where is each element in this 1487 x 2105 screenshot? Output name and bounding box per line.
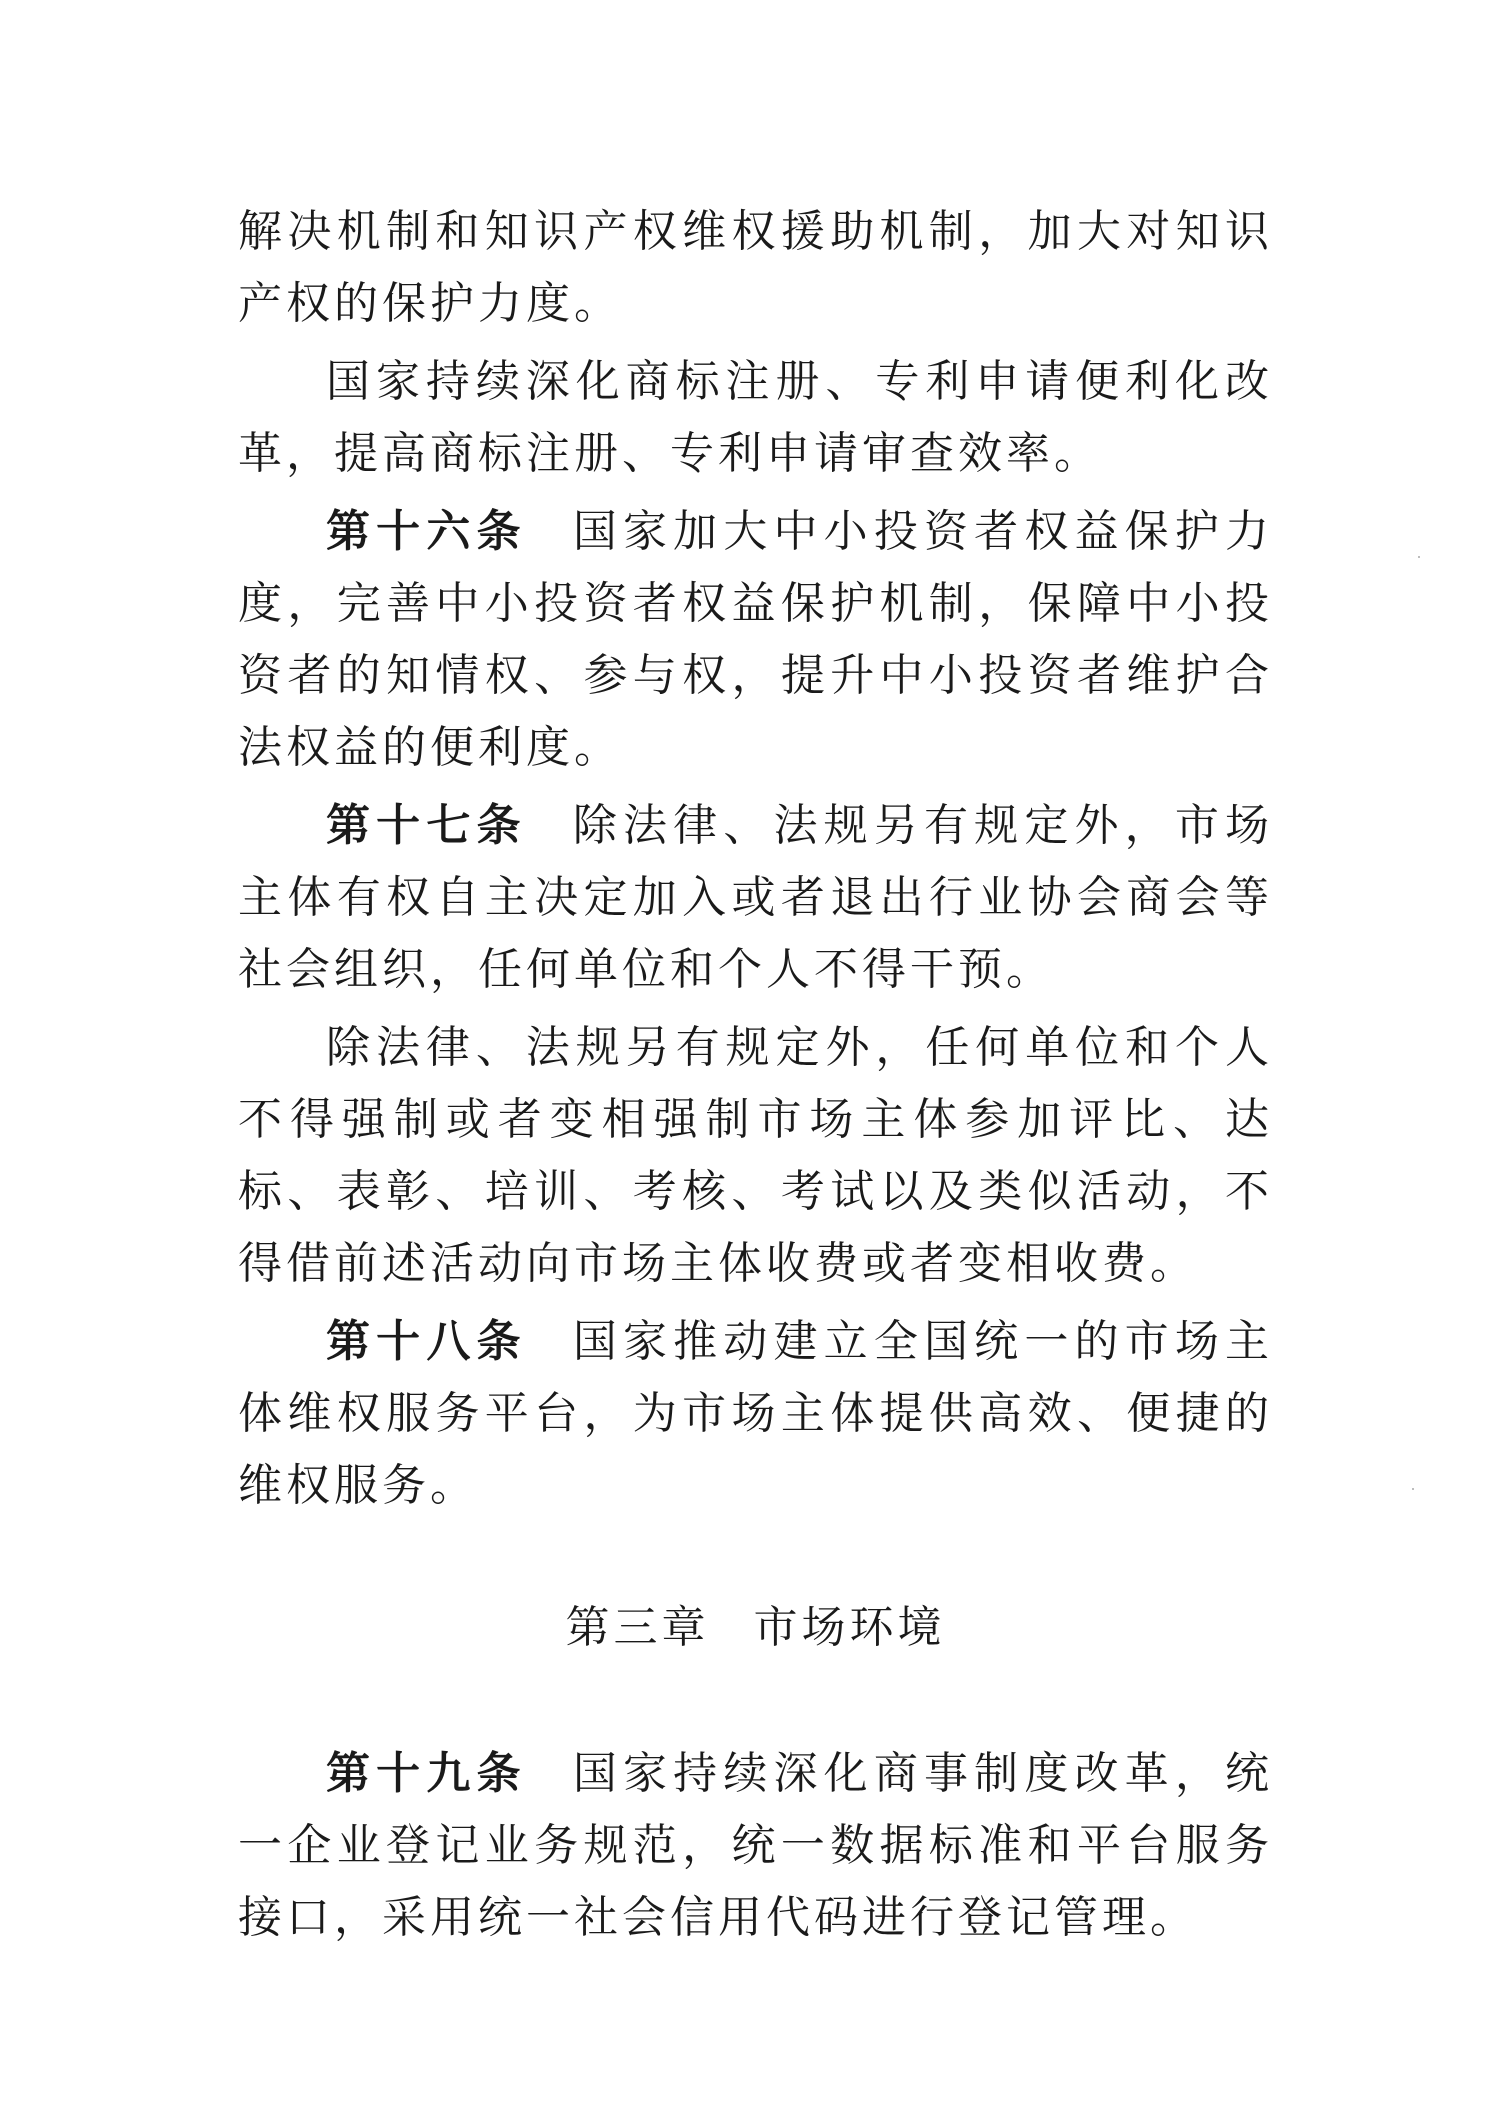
article-16 — [238, 496, 1273, 784]
article-number: 第十七条 — [326, 800, 527, 851]
article-text: 除法律、法规另有规定外，市场主体有权自主决定加入或者退出行业协会商会等社会组织，任何单位和个人不得干预。 — [238, 800, 1274, 995]
paragraph-text: 解决机制和知识产权维权援助机制，加大对知识产权的保护力度。 — [238, 206, 1273, 329]
chapter-heading — [238, 1592, 1273, 1664]
article-17 — [238, 790, 1273, 1006]
scan-speck — [1418, 556, 1420, 558]
article-number: 第十六条 — [326, 506, 527, 557]
paragraph-text: 除法律、法规另有规定外，任何单位和个人不得强制或者变相强制市场主体参加评比、达标、表彰、培训、考核、考试以及类似活动，不得借前述活动向市场主体收费或者变相收费。 — [238, 1022, 1273, 1289]
chapter-number: 第三章 — [565, 1602, 710, 1653]
article-text: 国家加大中小投资者权益保护力度，完善中小投资者权益保护机制，保障中小投资者的知情权、参与权，提升中小投资者维护合法权益的便利度。 — [238, 506, 1274, 773]
chapter-title: 市场环境 — [753, 1602, 946, 1653]
document-body — [238, 196, 1273, 1960]
article-text: 国家持续深化商事制度改革，统一企业登记业务规范，统一数据标准和平台服务接口，采用统一社会信用代码进行登记管理。 — [238, 1748, 1274, 1943]
scan-speck — [1412, 1488, 1414, 1490]
article-text: 国家推动建立全国统一的市场主体维权服务平台，为市场主体提供高效、便捷的维权服务。 — [238, 1316, 1274, 1511]
paragraph-text: 国家持续深化商标注册、专利申请便利化改革，提高商标注册、专利申请审查效率。 — [238, 356, 1273, 479]
article-number: 第十九条 — [326, 1748, 527, 1799]
article-18 — [238, 1306, 1273, 1522]
paragraph-article-17-clause-2 — [238, 1012, 1273, 1300]
paragraph-continuation — [238, 196, 1273, 340]
article-19 — [238, 1738, 1273, 1954]
article-number: 第十八条 — [326, 1316, 527, 1367]
paragraph-trademark-patent-reform — [238, 346, 1273, 490]
